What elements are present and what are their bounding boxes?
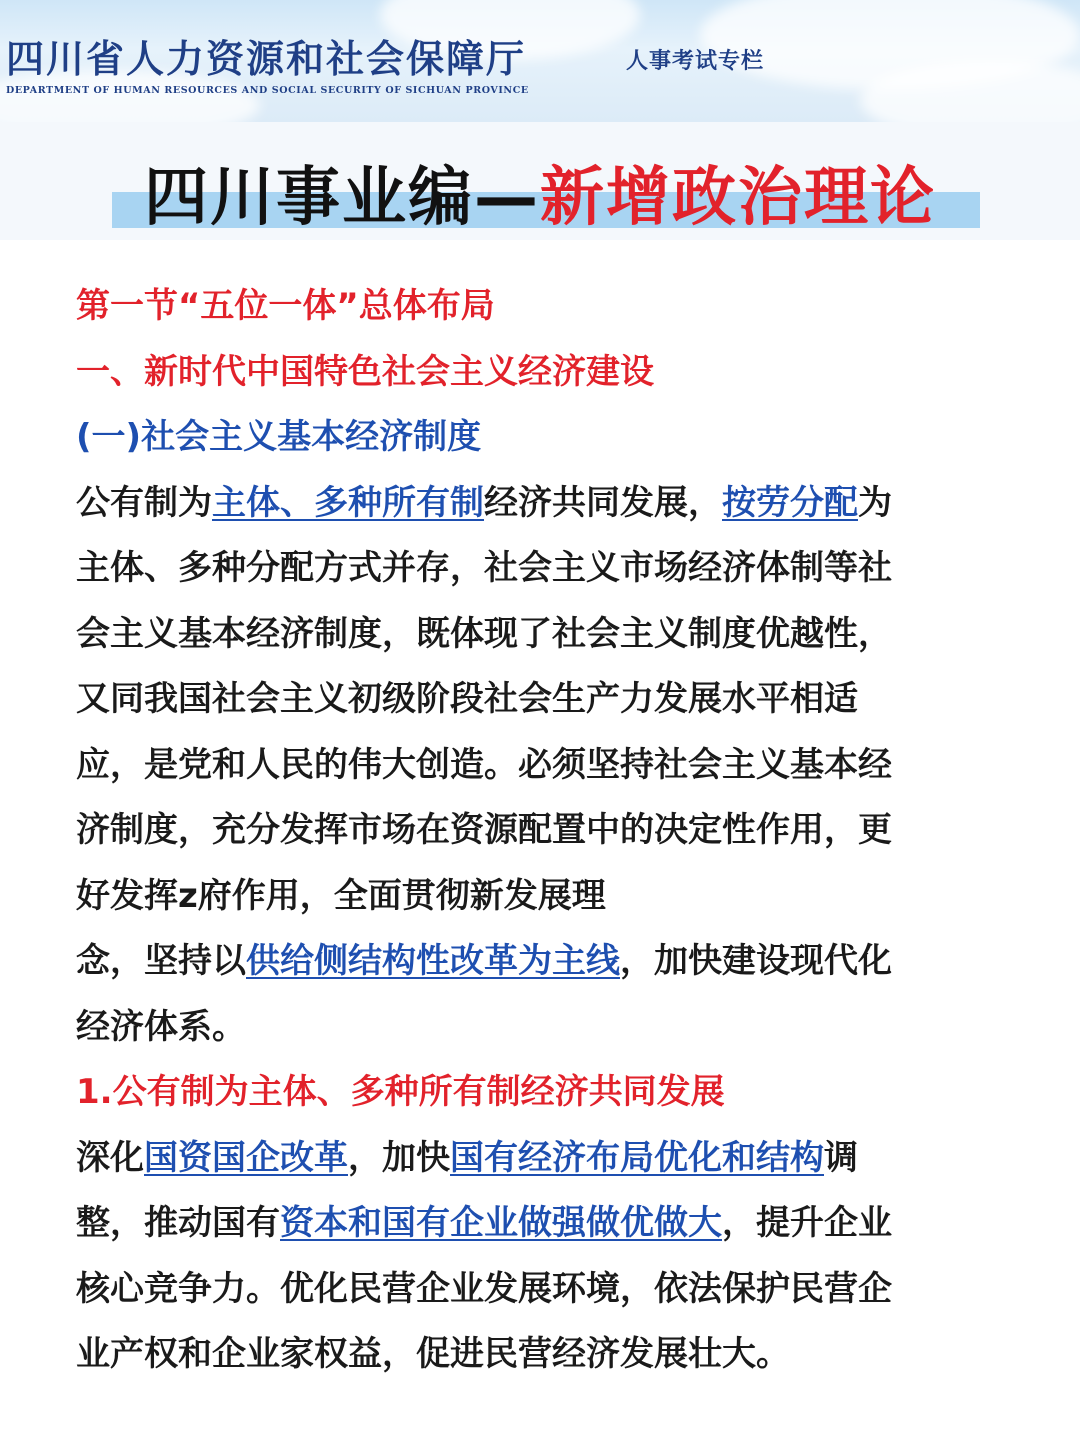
org-name-english: DEPARTMENT OF HUMAN RESOURCES AND SOCIAL SECURITY OF SICHUAN PROVINCE [6,85,529,96]
section-title: 第一节“五位一体”总体布局 [76,286,495,326]
paragraph-line: 核心竞争力。优化民营企业发展环境，依法保护民营企 [76,1268,892,1309]
banner-title-red: 新增政治理论 [540,161,936,235]
paragraph-line: 会主义基本经济制度，既体现了社会主义制度优越性， [76,613,892,654]
text-run: 调 [824,1137,858,1178]
text-run: 经济共同发展， [484,482,722,523]
chapter-title: 一、新时代中国特色社会主义经济建设 [76,351,654,392]
text-run: 公有制为 [76,482,212,523]
paragraph-line: 经济体系。 [76,1006,246,1047]
keyword-link[interactable]: 主体、多种所有制 [212,482,484,523]
text-run: 整，推动国有 [76,1203,280,1243]
paragraph-line: 济制度，充分发挥市场在资源配置中的决定性作用，更 [76,810,892,850]
text-run: 念，坚持以 [76,941,246,981]
column-label: 人事考试专栏 [626,48,765,74]
paragraph-line: 主体、多种分配方式并存，社会主义市场经济体制等社 [76,548,892,588]
keyword-link[interactable]: 供给侧结构性改革为主线 [246,941,620,981]
keyword-link[interactable]: 资本和国有企业做强做优做大 [280,1203,722,1243]
text-run: 为 [858,482,892,523]
banner-title [0,146,1080,238]
title-banner [0,122,1080,240]
keyword-link[interactable]: 国有经济布局优化和结构 [450,1137,824,1178]
paragraph-line [76,471,1004,537]
point-title: 1.公有制为主体、多种所有制经济共同发展 [76,1072,725,1112]
paragraph-line: 又同我国社会主义初级阶段社会生产力发展水平相适 [76,679,858,719]
text-run: ，加快建设现代化 [620,941,892,981]
keyword-link[interactable]: 国资国企改革 [144,1137,348,1178]
banner-title-black: 四川事业编— [144,161,540,235]
paragraph-line [76,929,1004,995]
subsection-title: (一)社会主义基本经济制度 [76,417,482,457]
paragraph-line: 业产权和企业家权益，促进民营经济发展壮大。 [76,1334,790,1374]
keyword-link[interactable]: 按劳分配 [722,482,858,523]
paragraph-line [76,1126,1004,1192]
article-body [0,274,1080,1388]
paragraph-line: 好发挥z府作用，全面贯彻新发展理 [76,875,606,916]
text-run: 深化 [76,1137,144,1178]
page-header [0,0,1080,122]
org-name: 四川省人力资源和社会保障厅 [6,36,527,81]
paragraph-line [76,1191,1004,1257]
paragraph-line: 应，是党和人民的伟大创造。必须坚持社会主义基本经 [76,744,892,785]
paragraph-2 [76,1126,1004,1388]
text-run: ，提升企业 [722,1203,892,1243]
paragraph-1 [76,471,1004,1061]
text-run: ，加快 [348,1137,450,1178]
